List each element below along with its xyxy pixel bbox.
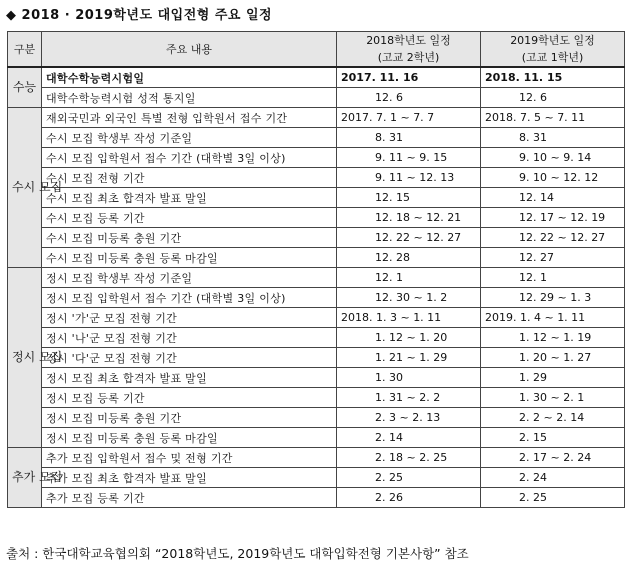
table-row: [8, 488, 625, 508]
content-cell: 재외국민과 외국인 특별 전형 입학원서 접수 기간: [42, 108, 337, 128]
group-label: 수시 모집: [8, 108, 42, 268]
date-2019-cell: 12. 1: [481, 268, 625, 288]
date-2018-cell: 1. 31 ~ 2. 2: [337, 388, 481, 408]
table-row: [8, 308, 625, 328]
content-cell: 정시 모집 입학원서 접수 기간 (대학별 3일 이상): [42, 288, 337, 308]
table-row: [8, 88, 625, 108]
date-2018-cell: 2. 18 ~ 2. 25: [337, 448, 481, 468]
date-2019-cell: 2. 2 ~ 2. 14: [481, 408, 625, 428]
date-2018-cell: 2. 3 ~ 2. 13: [337, 408, 481, 428]
table-row: [8, 368, 625, 388]
header-2019-title: 2019학년도 일정: [481, 32, 625, 50]
date-2019-cell: 12. 27: [481, 248, 625, 268]
table-row: [8, 468, 625, 488]
header-2018-sub: (고교 2학년): [337, 49, 481, 67]
content-cell: 정시 모집 미등록 충원 등록 마감일: [42, 428, 337, 448]
date-2019-cell: 2019. 1. 4 ~ 1. 11: [481, 308, 625, 328]
content-cell: 정시 모집 등록 기간: [42, 388, 337, 408]
source-note: 출처 : 한국대학교육협의회 “2018학년도, 2019학년도 대학입학전형 기본사항” 참조: [6, 546, 469, 561]
content-cell: 추가 모집 등록 기간: [42, 488, 337, 508]
date-2018-cell: 12. 1: [337, 268, 481, 288]
date-2019-cell: 2. 15: [481, 428, 625, 448]
date-2019-cell: 2. 24: [481, 468, 625, 488]
date-2018-cell: 12. 30 ~ 1. 2: [337, 288, 481, 308]
content-cell: 수시 모집 전형 기간: [42, 168, 337, 188]
date-2018-cell: 12. 28: [337, 248, 481, 268]
table-row: [8, 168, 625, 188]
date-2019-cell: 2018. 11. 15: [481, 67, 625, 88]
content-cell: 정시 '가'군 모집 전형 기간: [42, 308, 337, 328]
content-cell: 대학수학능력시험 성적 통지일: [42, 88, 337, 108]
table-row: [8, 268, 625, 288]
date-2019-cell: 1. 29: [481, 368, 625, 388]
table-row: [8, 248, 625, 268]
date-2019-cell: 9. 10 ~ 9. 14: [481, 148, 625, 168]
content-cell: 수시 모집 학생부 작성 기준일: [42, 128, 337, 148]
group-label: 수능: [8, 67, 42, 108]
date-2018-cell: 1. 30: [337, 368, 481, 388]
date-2019-cell: 1. 12 ~ 1. 19: [481, 328, 625, 348]
date-2018-cell: 2. 25: [337, 468, 481, 488]
table-row: [8, 108, 625, 128]
date-2019-cell: 12. 22 ~ 12. 27: [481, 228, 625, 248]
date-2019-cell: 2. 25: [481, 488, 625, 508]
date-2019-cell: 2. 17 ~ 2. 24: [481, 448, 625, 468]
content-cell: 대학수학능력시험일: [42, 67, 337, 88]
content-cell: 정시 모집 최초 합격자 발표 말일: [42, 368, 337, 388]
content-cell: 수시 모집 최초 합격자 발표 말일: [42, 188, 337, 208]
content-cell: 수시 모집 입학원서 접수 기간 (대학별 3일 이상): [42, 148, 337, 168]
date-2019-cell: 2018. 7. 5 ~ 7. 11: [481, 108, 625, 128]
date-2018-cell: 8. 31: [337, 128, 481, 148]
date-2018-cell: 9. 11 ~ 9. 15: [337, 148, 481, 168]
content-cell: 정시 '나'군 모집 전형 기간: [42, 328, 337, 348]
group-label: 정시 모집: [8, 268, 42, 448]
date-2018-cell: 2. 26: [337, 488, 481, 508]
date-2018-cell: 2017. 7. 1 ~ 7. 7: [337, 108, 481, 128]
table-row: [8, 67, 625, 88]
content-cell: 추가 모집 최초 합격자 발표 말일: [42, 468, 337, 488]
table-row: [8, 408, 625, 428]
table-row: [8, 388, 625, 408]
date-2019-cell: 12. 14: [481, 188, 625, 208]
content-cell: 정시 모집 미등록 충원 기간: [42, 408, 337, 428]
header-2018-title: 2018학년도 일정: [337, 32, 481, 50]
table-row: [8, 188, 625, 208]
date-2019-cell: 8. 31: [481, 128, 625, 148]
content-cell: 정시 '다'군 모집 전형 기간: [42, 348, 337, 368]
content-cell: 수시 모집 미등록 충원 기간: [42, 228, 337, 248]
content-cell: 수시 모집 등록 기간: [42, 208, 337, 228]
date-2019-cell: 1. 20 ~ 1. 27: [481, 348, 625, 368]
date-2018-cell: 1. 12 ~ 1. 20: [337, 328, 481, 348]
page-title: ◆ 2018 · 2019학년도 대입전형 주요 일정: [6, 8, 273, 23]
table-row: [8, 208, 625, 228]
date-2018-cell: 2018. 1. 3 ~ 1. 11: [337, 308, 481, 328]
date-2018-cell: 2. 14: [337, 428, 481, 448]
content-cell: 수시 모집 미등록 충원 등록 마감일: [42, 248, 337, 268]
date-2018-cell: 12. 6: [337, 88, 481, 108]
table-row: [8, 148, 625, 168]
date-2019-cell: 12. 6: [481, 88, 625, 108]
date-2019-cell: 9. 10 ~ 12. 12: [481, 168, 625, 188]
table-row: [8, 128, 625, 148]
table-row: [8, 288, 625, 308]
table-row: [8, 448, 625, 468]
header-2019-sub: (고교 1학년): [481, 49, 625, 67]
content-cell: 추가 모집 입학원서 접수 및 전형 기간: [42, 448, 337, 468]
date-2019-cell: 12. 17 ~ 12. 19: [481, 208, 625, 228]
table-row: [8, 328, 625, 348]
date-2018-cell: 2017. 11. 16: [337, 67, 481, 88]
header-content: 주요 내용: [42, 32, 337, 68]
date-2019-cell: 12. 29 ~ 1. 3: [481, 288, 625, 308]
date-2018-cell: 12. 22 ~ 12. 27: [337, 228, 481, 248]
content-cell: 정시 모집 학생부 작성 기준일: [42, 268, 337, 288]
date-2018-cell: 9. 11 ~ 12. 13: [337, 168, 481, 188]
group-label: 추가 모집: [8, 448, 42, 508]
table-row: [8, 348, 625, 368]
date-2018-cell: 12. 18 ~ 12. 21: [337, 208, 481, 228]
table-row: [8, 428, 625, 448]
date-2019-cell: 1. 30 ~ 2. 1: [481, 388, 625, 408]
header-group: 구분: [8, 32, 42, 68]
table-body: [8, 67, 625, 508]
date-2018-cell: 1. 21 ~ 1. 29: [337, 348, 481, 368]
schedule-table: [7, 31, 625, 508]
table-row: [8, 228, 625, 248]
table-header: [8, 32, 625, 68]
date-2018-cell: 12. 15: [337, 188, 481, 208]
